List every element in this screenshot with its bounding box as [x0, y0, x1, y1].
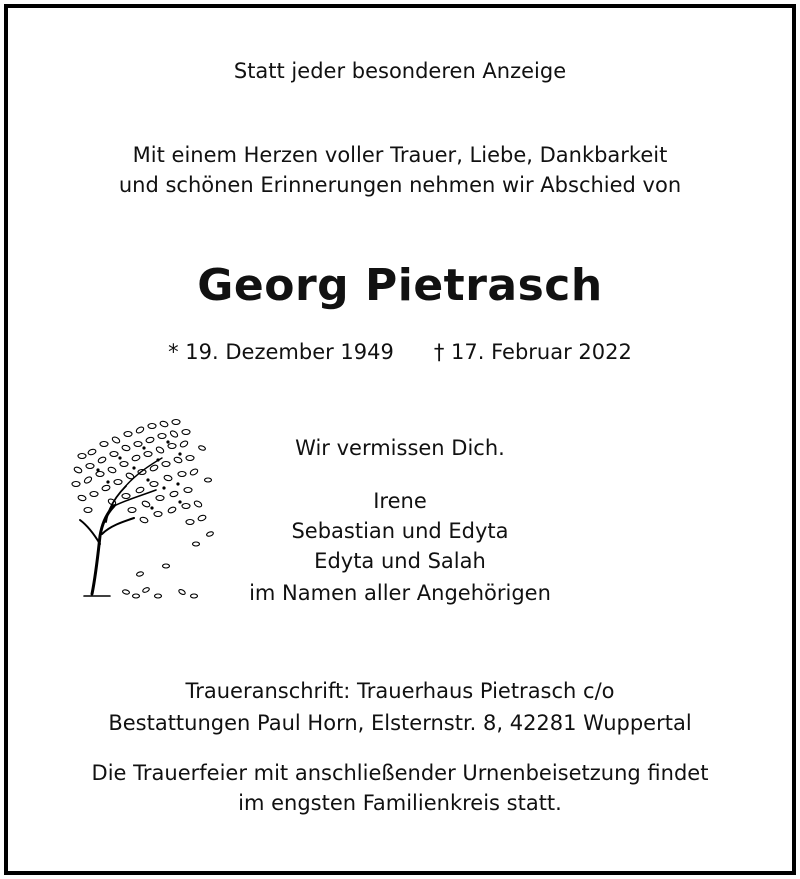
- mourner-1: Irene: [373, 489, 427, 513]
- mourner-2: Sebastian und Edyta: [291, 519, 509, 543]
- announcement-line-1: Mit einem Herzen voller Trauer, Liebe, Dankbarkeit: [132, 143, 668, 167]
- address-line-1: Traueranschrift: Trauerhaus Pietrasch c/o: [185, 679, 615, 703]
- ceremony-line-1: Die Trauerfeier mit anschließender Urnenbeisetzung findet: [91, 761, 709, 785]
- address-line-2: Bestattungen Paul Horn, Elsternstr. 8, 42281 Wuppertal: [108, 711, 692, 735]
- mourner-4: im Namen aller Angehörigen: [249, 581, 551, 605]
- life-dates: [0, 337, 800, 367]
- mourner-3: Edyta und Salah: [314, 549, 486, 573]
- announcement-line-2: und schönen Erinnerungen nehmen wir Abschied von: [118, 173, 682, 197]
- death-date: † 17. Februar 2022: [433, 340, 632, 364]
- birth-date: * 19. Dezember 1949: [168, 340, 394, 364]
- deceased-name: Georg Pietrasch: [197, 260, 603, 311]
- ceremony-line-2: im engsten Familienkreis statt.: [238, 791, 562, 815]
- farewell-line: Wir vermissen Dich.: [295, 436, 505, 460]
- intro-line: Statt jeder besonderen Anzeige: [233, 59, 567, 83]
